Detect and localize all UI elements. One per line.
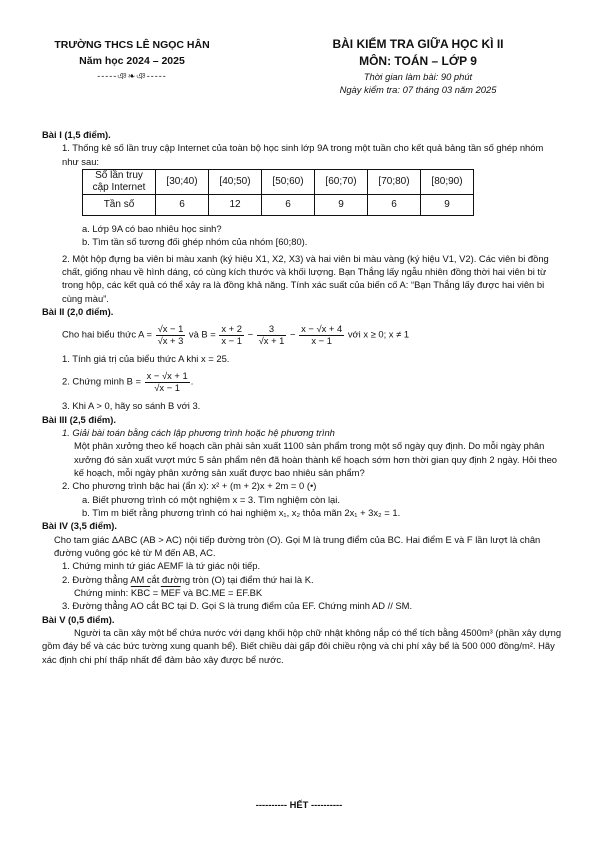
question-3-1: 1. Giải bài toán bằng cách lập phương trình hoặc hệ phương trình [62,426,335,438]
prove-label: Chứng minh: [74,586,129,598]
exam-header [268,36,568,97]
section-4-intro: Cho tam giác ΔABC (AB > AC) nội tiếp đường tròn (O). Gọi M là trung điểm của BC. Hai điểm E và F lần lượt là chân đường vuông góc kẻ từ M đến AB, AC. [54,533,541,558]
section-1-title: Bài I (1,5 điểm). [42,129,111,140]
numerator: x + 2 [221,323,242,335]
denominator: √x + 1 [258,334,285,346]
expr-b-label: và B = [188,328,216,340]
exam-time: Thời gian làm bài: 90 phút [363,71,473,83]
section-5-title: Bài V (0,5 điểm). [42,613,115,625]
numerator: x − √x + 1 [146,370,188,382]
table-cell: 6 [156,195,209,216]
intro-text: Cho hai biểu thức [62,328,137,340]
table-cell: [50;60) [262,170,315,195]
fraction [257,324,287,346]
denominator: √x + 3 [157,334,184,346]
expr-a-label: A = [138,328,152,340]
fraction [156,324,186,346]
fraction [145,371,190,393]
condition: với x ≥ 0; x ≠ 1 [347,328,410,340]
numerator: x − √x + 4 [301,323,343,335]
question-4-2-prove [42,586,562,599]
question-3-1-text: Một phân xưởng theo kế hoạch cần phải sản xuất 1100 sản phẩm trong một số ngày quy định. Do mỗi ngày phân xưởng đó sản xuất vượt mức 5 sản phẩm nên đã hoàn thành kế hoạch sớm hơn thời gian quy định 2 ngày. Hỏi theo kế hoạch, mỗi ngày phân xưởng sản xuất được bao nhiêu sản phẩm? [74,440,558,478]
section-5-text: Người ta cần xây một bể chứa nước với dạng khối hộp chữ nhật không nắp có thể tích bằng 4500m³ (phần xây dựng gồm đáy bể và các bức tường xung quanh bể). Biết chiều dài gấp đôi chiều rộng và chi phí xây bể là 500 000 đồng/m². Hãy xác định chi phí thấp nhất để đảm bảo xây được bể nước. [42,627,562,665]
question-2-2: 2. Chứng minh B = $\frac{x - √x + 1}{√x - 1}$ . [62,370,194,393]
table-header-cell: Tần số [83,195,156,216]
denominator: √x − 1 [154,381,181,393]
table-cell: 6 [262,195,315,216]
question-3-2a: a. Biết phương trình có một nghiệm x = 3. Tìm nghiệm còn lại. [82,493,340,505]
equals-sign: = [152,586,159,598]
question-2-1: 1. Tính giá trị của biểu thức A khi x = 25. [62,353,230,365]
angle-kbc: $\overline{KBC}$ [130,586,151,598]
table-row [83,195,474,216]
table-cell: [70;80) [368,170,421,195]
angle-mef: $\overline{MEF}$ [160,586,181,598]
minus-sign: − [247,328,254,340]
exam-content [42,128,562,666]
section-4-title: Bài IV (3,5 điểm). [42,520,118,532]
table-cell: [40;50) [209,170,262,195]
question-3-2b: b. Tìm m biết rằng phương trình có hai nghiệm x₁, x₂ thỏa mãn 2x₁ + 3x₂ = 1. [82,506,401,518]
school-header [52,38,212,83]
question-1-1b: b. Tìm tần số tương đối ghép nhóm của nhóm [60;80). [82,236,308,248]
question-4-1: 1. Chứng minh tứ giác AEMF là tứ giác nội tiếp. [62,560,261,572]
question-1-2: 2. Một hộp đựng ba viên bi màu xanh (ký hiệu X1, X2, X3) và hai viên bi màu vàng (ký hiệu V1, V2). Các viên bi đồng chất, giống nhau về hình dáng, có cùng kích thước và khối lượng. Bạn Thắng lấy ngẫu nhiên đồng thời hai viên bi từ trong hộp, các kết quả có thể xảy ra là đồng khả năng. Tính xác suất của biến cố A: “Bạn Thắng lấy được hai viên bi cùng màu”. [62,252,549,304]
minus-sign: − [290,328,296,340]
section-2-title: Bài II (2,0 điểm). [42,306,114,318]
table-cell: 9 [421,195,474,216]
ornament: -----ঞ❧ঞ----- [97,70,167,81]
exam-subject: MÔN: TOÁN – LỚP 9 [359,54,477,69]
prove-rest: và BC.ME = EF.BK [183,586,263,598]
table-cell: [60;70) [315,170,368,195]
table-cell: 9 [315,195,368,216]
table-cell: 6 [368,195,421,216]
question-1-1a: a. Lớp 9A có bao nhiêu học sinh? [82,223,222,235]
numerator: 3 [257,324,287,335]
frequency-table [82,169,474,216]
question-3-2: 2. Cho phương trình bậc hai (ẩn x): x² + (m + 2)x + 2m = 0 (•) [62,480,317,492]
expressions-definition [42,324,562,346]
question-1-1: 1. Thống kê số lần truy cập Internet của toàn bộ học sinh lớp 9A trong một tuần cho kết quả bảng tần số ghép nhóm như sau: [62,142,544,167]
table-row [83,170,474,195]
denominator: x − 1 [221,334,242,346]
end-marker: ---------- HẾT ---------- [255,799,343,810]
table-cell: [30;40) [156,170,209,195]
question-4-2: 2. Đường thẳng AM cắt đường tròn (O) tại điểm thứ hai là K. [62,573,314,585]
school-year: Năm học 2024 – 2025 [79,54,185,67]
table-cell: 12 [209,195,262,216]
numerator: √x − 1 [157,323,184,335]
exam-title: BÀI KIỂM TRA GIỮA HỌC KÌ II [332,37,504,51]
fraction [299,324,344,346]
question-4-3: 3. Đường thẳng AO cắt BC tại D. Gọi S là trung điểm của EF. Chứng minh AD // SM. [62,600,413,612]
section-3-title: Bài III (2,5 điểm). [42,413,116,425]
school-name: TRƯỜNG THCS LÊ NGỌC HÂN [54,39,210,51]
question-text: 2. Chứng minh B = [62,375,141,387]
exam-date: Ngày kiểm tra: 07 tháng 03 năm 2025 [339,84,497,96]
table-cell: [80;90) [421,170,474,195]
table-header-cell: Số lần truy cập Internet [83,170,156,195]
fraction [219,324,244,346]
denominator: x − 1 [311,334,332,346]
question-2-3: 3. Khi A > 0, hãy so sánh B với 3. [62,400,201,412]
